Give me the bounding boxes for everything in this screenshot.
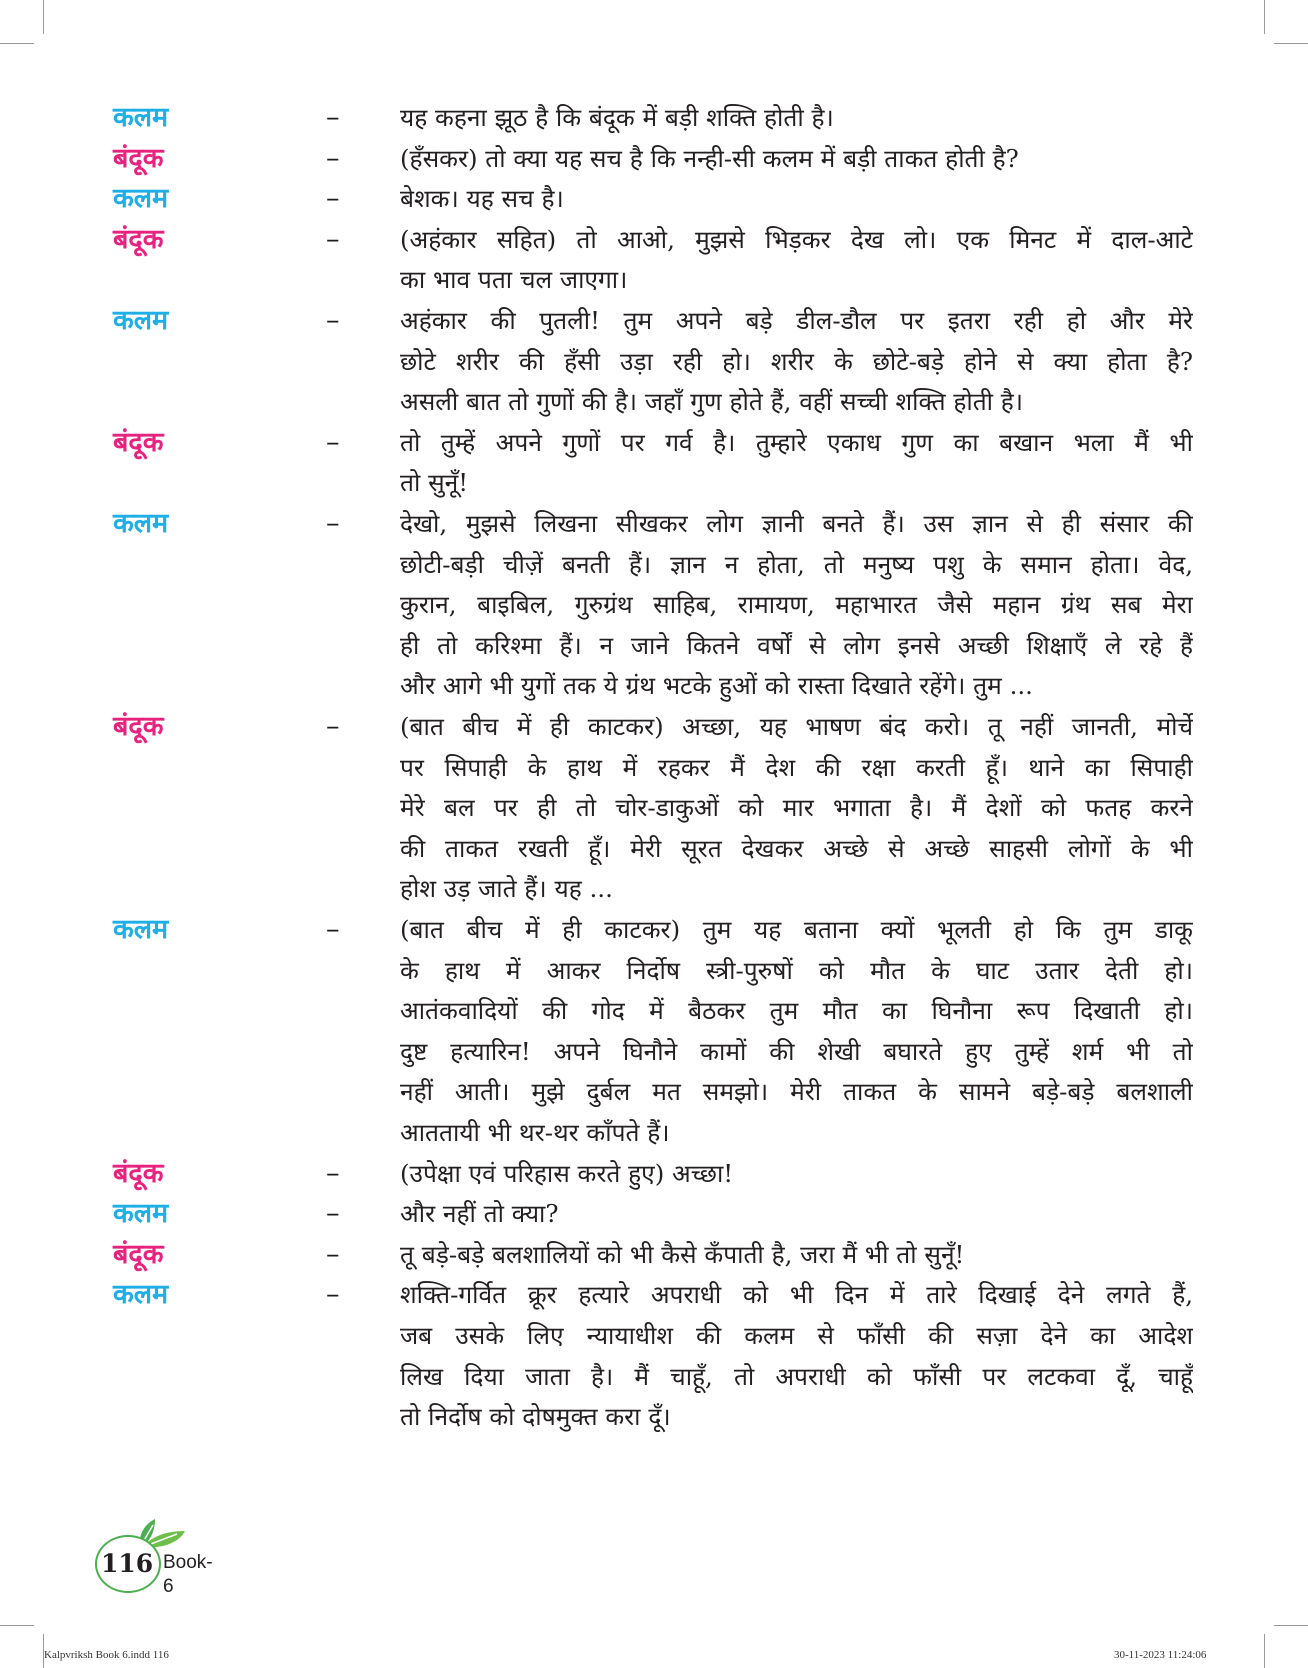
- speaker-kalam: कलम: [113, 1198, 169, 1230]
- slug-timestamp: 30-11-2023 11:24:06: [1114, 1649, 1207, 1661]
- crop-mark: [1264, 1634, 1265, 1668]
- dialogue-line: तो निर्दोष को दोषमुक्त करा दूँ।: [400, 1402, 671, 1432]
- speaker-bandook: बंदूक: [113, 426, 164, 458]
- speaker-bandook: बंदूक: [113, 711, 164, 742]
- dialogue-line: (अहंकार सहित) तो आओ, मुझसे भिड़कर देख लो। एक मिनट में दाल-आटे: [400, 224, 1193, 254]
- speaker-kalam: कलम: [113, 305, 169, 336]
- speaker-dash: [326, 421, 340, 464]
- dialogue-line: का भाव पता चल जाएगा।: [400, 265, 628, 295]
- dialogue-line: तू बड़े-बड़े बलशालियों को भी कैसे कँपाती है, जरा मैं भी तो सुनूँ!: [400, 1239, 965, 1269]
- speaker-dash: [326, 502, 340, 545]
- book-label: Book-6: [163, 1552, 213, 1597]
- crop-mark: [1264, 0, 1265, 34]
- dialogue-line: की ताकत रखती हूँ। मेरी सूरत देखकर अच्छे से अच्छे साहसी लोगों के भी: [400, 833, 1193, 863]
- crop-mark: [1274, 43, 1308, 44]
- dialogue-line: पर सिपाही के हाथ में रहकर मैं देश की रक्षा करती हूँ। थाने का सिपाही: [400, 752, 1193, 782]
- dialogue-line: तो सुनूँ!: [400, 468, 469, 498]
- dialogue-line: (बात बीच में ही काटकर) अच्छा, यह भाषण बंद करो। तू नहीं जानती, मोर्चे: [400, 712, 1193, 741]
- speaker-kalam: कलम: [113, 102, 169, 133]
- dialogue-line: दुष्ट हत्यारिन! अपने घिनौने कामों की शेखी बघारते हुए तुम्हें शर्म भी तो: [400, 1036, 1193, 1066]
- dialogue-line: देखो, मुझसे लिखना सीखकर लोग ज्ञानी बनते हैं। उस ज्ञान से ही संसार की: [400, 509, 1193, 538]
- speaker-bandook: बंदूक: [113, 1157, 164, 1189]
- page-footer: [95, 1521, 213, 1597]
- dialogue-line: आतंकवादियों की गोद में बैठकर तुम मौत का घिनौना रूप दिखाती हो।: [400, 996, 1193, 1026]
- speaker-dash: [326, 908, 340, 951]
- dialogue-line: लिख दिया जाता है। मैं चाहूँ, तो अपराधी को फाँसी पर लटकवा दूँ, चाहूँ: [400, 1361, 1193, 1391]
- dialogue-line: (बात बीच में ही काटकर) तुम यह बताना क्यों भूलती हो कि तुम डाकू: [400, 915, 1193, 944]
- speaker-kalam: कलम: [113, 508, 169, 539]
- speaker-bandook: बंदूक: [113, 1238, 164, 1270]
- dialogue-line: ही तो करिश्मा हैं। न जाने कितने वर्षों से लोग इनसे अच्छी शिक्षाएँ ले रहे हैं: [400, 630, 1193, 660]
- dialogue-line: होश उड़ जाते हैं। यह ...: [400, 874, 613, 904]
- crop-mark: [43, 0, 44, 34]
- dialogue-line: असली बात तो गुणों की है। जहाँ गुण होते हैं, वहीं सच्ची शक्ति होती है।: [400, 387, 1024, 417]
- crop-mark: [0, 1625, 34, 1626]
- dialogue-line: और नहीं तो क्या?: [400, 1199, 559, 1229]
- crop-mark: [0, 43, 34, 44]
- dialogue-line: छोटे शरीर की हँसी उड़ा रही हो। शरीर के छोटे-बड़े होने से क्या होता है?: [400, 346, 1193, 376]
- dialogue-line: नहीं आती। मुझे दुर्बल मत समझो। मेरी ताकत के सामने बड़े-बड़े बलशाली: [400, 1077, 1193, 1107]
- dialogue-line: शक्ति-गर्वित क्रूर हत्यारे अपराधी को भी दिन में तारे दिखाई देने लगते हैं,: [400, 1280, 1193, 1310]
- speaker-dash: [326, 96, 340, 139]
- dialogue-line: कुरान, बाइबिल, गुरुग्रंथ साहिब, रामायण, महाभारत जैसे महान ग्रंथ सब मेरा: [400, 590, 1193, 620]
- slug-file: Kalpvriksh Book 6.indd 116: [44, 1649, 169, 1661]
- speaker-dash: [326, 177, 340, 220]
- dialogue-line: मेरे बल पर ही तो चोर-डाकुओं को मार भगाता है। मैं देशों को फतह करने: [400, 793, 1193, 823]
- speaker-dash: [326, 137, 340, 180]
- dialogue-line: बेशक। यह सच है।: [400, 184, 564, 214]
- speaker-kalam: कलम: [113, 183, 169, 215]
- crop-mark: [1274, 1625, 1308, 1626]
- speaker-bandook: बंदूक: [113, 142, 164, 174]
- speaker-dash: [326, 705, 340, 748]
- dialogue-line: जब उसके लिए न्यायाधीश की कलम से फाँसी की सज़ा देने का आदेश: [400, 1321, 1193, 1350]
- speaker-dash: [326, 218, 340, 261]
- speaker-dash: [326, 1273, 340, 1316]
- dialogue-line: (उपेक्षा एवं परिहास करते हुए) अच्छा!: [400, 1158, 734, 1188]
- speaker-dash: [326, 1233, 340, 1276]
- speaker-bandook: बंदूक: [113, 223, 164, 255]
- speaker-dash: [326, 1192, 340, 1235]
- page-number: 116: [101, 1549, 154, 1578]
- speaker-dash: [326, 299, 340, 342]
- dialogue-line: छोटी-बड़ी चीज़ें बनती हैं। ज्ञान न होता, तो मनुष्य पशु के समान होता। वेद,: [400, 549, 1193, 579]
- speaker-kalam: कलम: [113, 1279, 169, 1311]
- dialogue-line: यह कहना झूठ है कि बंदूक में बड़ी शक्ति होती है।: [400, 103, 834, 132]
- dialogue-line: तो तुम्हें अपने गुणों पर गर्व है। तुम्हारे एकाध गुण का बखान भला मैं भी: [400, 427, 1193, 457]
- dialogue-line: आततायी भी थर-थर काँपते हैं।: [400, 1118, 670, 1147]
- speaker-kalam: कलम: [113, 914, 169, 945]
- dialogue-line: (हँसकर) तो क्या यह सच है कि नन्ही-सी कलम में बड़ी ताकत होती है?: [400, 143, 1019, 173]
- dialogue-line: अहंकार की पुतली! तुम अपने बड़े डील-डौल पर इतरा रही हो और मेरे: [400, 306, 1193, 335]
- dialogue-line: के हाथ में आकर निर्दोष स्त्री-पुरुषों को मौत के घाट उतार देती हो।: [400, 955, 1193, 985]
- speaker-dash: [326, 1152, 340, 1195]
- dialogue-line: और आगे भी युगों तक ये ग्रंथ भटके हुओं को रास्ता दिखाते रहेंगे। तुम ...: [400, 671, 1033, 701]
